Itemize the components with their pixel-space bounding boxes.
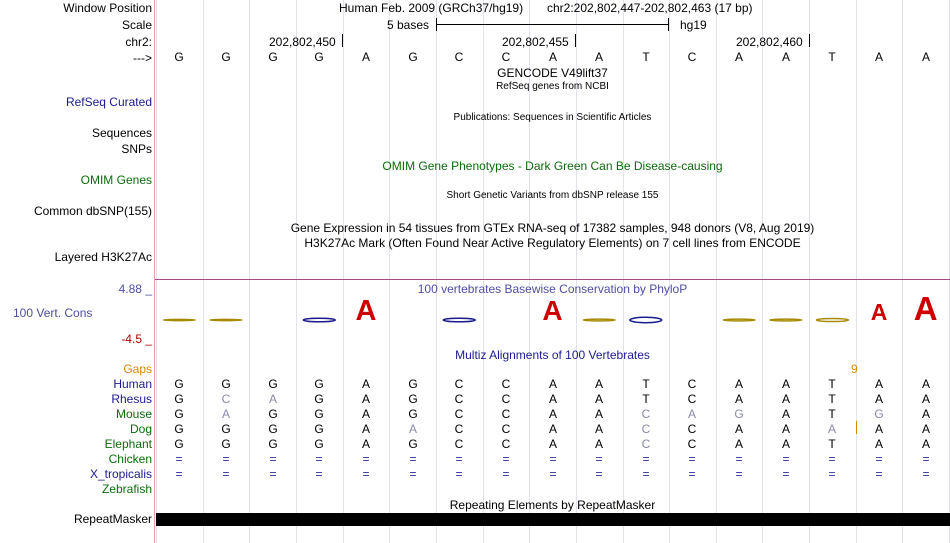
alignment-base: = (595, 452, 603, 466)
alignment-base: = (735, 467, 743, 481)
alignment-base: = (828, 452, 836, 466)
gap-count: 9 (851, 362, 858, 376)
alignment-base: = (922, 467, 930, 481)
base-letter: T (642, 50, 650, 64)
alignment-base: A (734, 392, 743, 406)
coord-tick-mark-2 (575, 34, 576, 47)
alignment-base: = (688, 452, 696, 466)
alignment-base: A (734, 377, 743, 391)
base-letter: A (548, 50, 557, 64)
scale-label: Scale (121, 18, 152, 32)
h3k27ac-label[interactable]: Layered H3K27Ac (54, 250, 152, 264)
alignment-base: = (269, 467, 277, 481)
alignment-base: A (594, 422, 603, 436)
alignment-base: A (221, 407, 230, 421)
alignment-base: A (921, 422, 930, 436)
multiz-track-title[interactable]: Multiz Alignments of 100 Vertebrates (455, 348, 650, 362)
alignment-base: = (362, 452, 370, 466)
window-position-label: Window Position (63, 1, 152, 15)
omim-track-title[interactable]: OMIM Gene Phenotypes - Dark Green Can Be Disease-causing (382, 159, 723, 173)
alignment-base: C (641, 407, 651, 421)
alignment-base: = (315, 467, 323, 481)
base-letter: G (268, 50, 278, 64)
alignment-base: T (642, 392, 650, 406)
alignment-base: A (361, 407, 370, 421)
alignment-base: C (454, 437, 464, 451)
alignment-base: G (314, 377, 324, 391)
scale-bases: 5 bases (387, 18, 430, 32)
alignment-base: = (315, 452, 323, 466)
coord-tick-mark-3 (809, 34, 810, 47)
species-label-elephant[interactable]: Elephant (104, 437, 152, 451)
scale-bar-left-tick (436, 18, 437, 31)
alignment-base: G (314, 392, 324, 406)
phylop-min-label: -4.5 _ (121, 332, 152, 346)
alignment-base: A (548, 377, 557, 391)
alignment-base: = (875, 452, 883, 466)
phylop-mark (816, 319, 848, 322)
alignment-base: = (875, 467, 883, 481)
alignment-base: = (782, 452, 790, 466)
scale-db: hg19 (680, 18, 707, 32)
phylop-mark (723, 319, 755, 321)
phylop-letter: A (870, 299, 888, 325)
phylop-max-label: 4.88 _ (118, 282, 152, 296)
alignment-base: G (174, 377, 184, 391)
phylop-mark (770, 319, 802, 321)
phylop-mark (443, 318, 475, 322)
alignment-base: A (594, 407, 603, 421)
alignment-base: G (408, 392, 418, 406)
h3k27ac-track-title[interactable]: H3K27Ac Mark (Often Found Near Active Regulatory Elements) on 7 cell lines from ENCODE (304, 236, 801, 250)
alignment-base: C (501, 377, 511, 391)
base-letter: C (454, 50, 464, 64)
omim-genes-label[interactable]: OMIM Genes (80, 173, 152, 187)
alignment-base: G (174, 407, 184, 421)
gaps-label[interactable]: Gaps (123, 362, 152, 376)
repeatmasker-label[interactable]: RepeatMasker (73, 512, 152, 526)
alignment-base: = (828, 467, 836, 481)
base-letter: A (361, 50, 370, 64)
base-letter: C (687, 50, 697, 64)
alignment-base: C (501, 392, 511, 406)
alignment-base: G (174, 437, 184, 451)
alignment-base: = (549, 452, 557, 466)
alignment-base: G (874, 407, 884, 421)
alignment-base: A (408, 422, 417, 436)
coord-tick-mark-1 (342, 34, 343, 47)
alignment-base: A (361, 377, 370, 391)
coord-tick-1: 202,802,450 (269, 35, 336, 49)
base-letter: A (874, 50, 883, 64)
alignment-base: = (409, 467, 417, 481)
alignment-base: A (734, 422, 743, 436)
scale-bar-right-tick (668, 18, 669, 31)
alignment-base: = (175, 467, 183, 481)
species-label-rhesus[interactable]: Rhesus (111, 392, 152, 406)
phylop-letter: A (542, 295, 563, 326)
alignment-base: C (454, 422, 464, 436)
alignment-base: A (548, 422, 557, 436)
scale-bar (436, 24, 669, 25)
alignment-base: G (268, 377, 278, 391)
alignment-base: C (687, 377, 697, 391)
alignment-base: C (501, 437, 511, 451)
base-letter: G (408, 50, 418, 64)
alignment-base: A (361, 437, 370, 451)
phylop-letter: A (355, 295, 377, 327)
alignment-base: G (174, 392, 184, 406)
base-letter: A (781, 50, 790, 64)
alignment-base: G (221, 422, 231, 436)
phylop-letter: A (913, 290, 938, 327)
alignment-base: T (642, 377, 650, 391)
pubs-track-title[interactable]: Publications: Sequences in Scientific Articles (453, 112, 652, 123)
alignment-base: C (687, 392, 697, 406)
base-letter: A (734, 50, 743, 64)
alignment-base: G (314, 437, 324, 451)
alignment-base: C (641, 422, 651, 436)
base-letter: G (174, 50, 184, 64)
alignment-base: A (874, 422, 883, 436)
sequences-label[interactable]: Sequences (91, 126, 152, 140)
alignment-base: G (221, 377, 231, 391)
base-letter: A (921, 50, 930, 64)
alignment-base: = (362, 467, 370, 481)
alignment-base: T (828, 392, 836, 406)
base-letter: T (828, 50, 836, 64)
alignment-base: = (922, 452, 930, 466)
snps-label[interactable]: SNPs (121, 142, 152, 156)
phylop-mark (630, 317, 662, 322)
alignment-base: A (548, 392, 557, 406)
alignment-base: A (781, 392, 790, 406)
alignment-base: = (735, 452, 743, 466)
alignment-base: = (222, 467, 230, 481)
alignment-base: C (221, 392, 231, 406)
alignment-base: = (595, 467, 603, 481)
alignment-base: = (175, 452, 183, 466)
alignment-base: = (409, 452, 417, 466)
alignment-base: = (455, 467, 463, 481)
alignment-base: C (454, 392, 464, 406)
coord-tick-3: 202,802,460 (736, 35, 803, 49)
dbsnp-track-title[interactable]: Short Genetic Variants from dbSNP release 155 (446, 190, 659, 201)
alignment-base: A (361, 392, 370, 406)
alignment-base: = (549, 467, 557, 481)
alignment-base: G (734, 407, 744, 421)
label-column-border (154, 0, 155, 543)
alignment-base: A (594, 437, 603, 451)
alignment-base: A (361, 422, 370, 436)
chrom-label: chr2: (125, 35, 152, 49)
alignment-base: T (828, 377, 836, 391)
base-letter: C (501, 50, 511, 64)
gtex-track-title[interactable]: Gene Expression in 54 tissues from GTEx RNA-seq of 17382 samples, 948 donors (V8, Aug 2019) (290, 221, 815, 235)
alignment-base: A (781, 437, 790, 451)
alignment-base: T (828, 437, 836, 451)
alignment-base: = (642, 452, 650, 466)
alignment-base: C (454, 407, 464, 421)
assembly-label: Human Feb. 2009 (GRCh37/hg19) (339, 1, 524, 15)
alignment-base: A (734, 437, 743, 451)
species-label-human[interactable]: Human (113, 377, 152, 391)
strand-arrow-label[interactable]: ---> (133, 51, 152, 65)
species-label-chicken[interactable]: Chicken (108, 452, 152, 466)
alignment-base: G (268, 437, 278, 451)
alignment-base: = (642, 467, 650, 481)
alignment-base: = (455, 452, 463, 466)
gap-marker (856, 421, 857, 434)
alignment-base: A (874, 437, 883, 451)
base-letter: G (221, 50, 231, 64)
dbsnp-label[interactable]: Common dbSNP(155) (33, 204, 152, 218)
alignment-base: = (688, 467, 696, 481)
alignment-base: G (221, 437, 231, 451)
gencode-track-title[interactable]: GENCODE V49lift37 (497, 66, 608, 80)
phylop-mark (583, 319, 615, 321)
position-readout[interactable]: chr2:202,802,447-202,802,463 (17 bp) (547, 1, 753, 15)
alignment-base: T (828, 407, 836, 421)
alignment-base: C (687, 422, 697, 436)
alignment-base: G (174, 422, 184, 436)
alignment-base: = (502, 452, 510, 466)
alignment-base: C (687, 437, 697, 451)
refseq-track-title[interactable]: RefSeq genes from NCBI (496, 81, 609, 92)
alignment-base: C (501, 407, 511, 421)
alignment-base: = (269, 452, 277, 466)
alignment-base: C (454, 377, 464, 391)
alignment-base: A (781, 407, 790, 421)
base-letter: G (314, 50, 324, 64)
alignment-base: A (548, 437, 557, 451)
alignment-base: A (781, 422, 790, 436)
repeatmasker-bar[interactable] (156, 513, 950, 526)
phylop-logo (0, 280, 950, 340)
alignment-base: A (874, 377, 883, 391)
base-letter: A (594, 50, 603, 64)
phylop-mark (210, 319, 242, 320)
refseq-curated-label[interactable]: RefSeq Curated (65, 95, 152, 109)
phylop-label[interactable]: 100 Vert. Cons (13, 306, 93, 320)
species-label-x_tropicalis[interactable]: X_tropicalis (89, 467, 152, 481)
alignment-base: A (594, 377, 603, 391)
alignment-base: = (782, 467, 790, 481)
alignment-base: G (408, 407, 418, 421)
alignment-base: A (781, 377, 790, 391)
alignment-base: = (222, 452, 230, 466)
species-label-zebrafish[interactable]: Zebrafish (101, 482, 152, 496)
repeatmasker-track-title[interactable]: Repeating Elements by RepeatMasker (449, 498, 656, 512)
alignment-base: A (921, 392, 930, 406)
coord-tick-2: 202,802,455 (502, 35, 569, 49)
phylop-mark (163, 319, 195, 320)
alignment-base: G (314, 407, 324, 421)
alignment-base: = (502, 467, 510, 481)
alignment-base: G (314, 422, 324, 436)
phylop-track-title[interactable]: 100 vertebrates Basewise Conservation by PhyloP (417, 282, 688, 296)
alignment-base: A (921, 407, 930, 421)
alignment-base: G (268, 407, 278, 421)
alignment-base: A (827, 422, 836, 436)
alignment-base: A (687, 407, 696, 421)
alignment-base: A (594, 392, 603, 406)
species-label-dog[interactable]: Dog (129, 422, 152, 436)
alignment-base: A (874, 392, 883, 406)
alignment-base: A (268, 392, 277, 406)
species-label-mouse[interactable]: Mouse (115, 407, 152, 421)
alignment-base: C (641, 437, 651, 451)
alignment-base: A (921, 377, 930, 391)
alignment-base: G (408, 377, 418, 391)
alignment-base: G (408, 437, 418, 451)
alignment-base: G (268, 422, 278, 436)
alignment-base: C (501, 422, 511, 436)
alignment-base: A (921, 437, 930, 451)
phylop-mark (303, 318, 335, 322)
alignment-base: A (548, 407, 557, 421)
